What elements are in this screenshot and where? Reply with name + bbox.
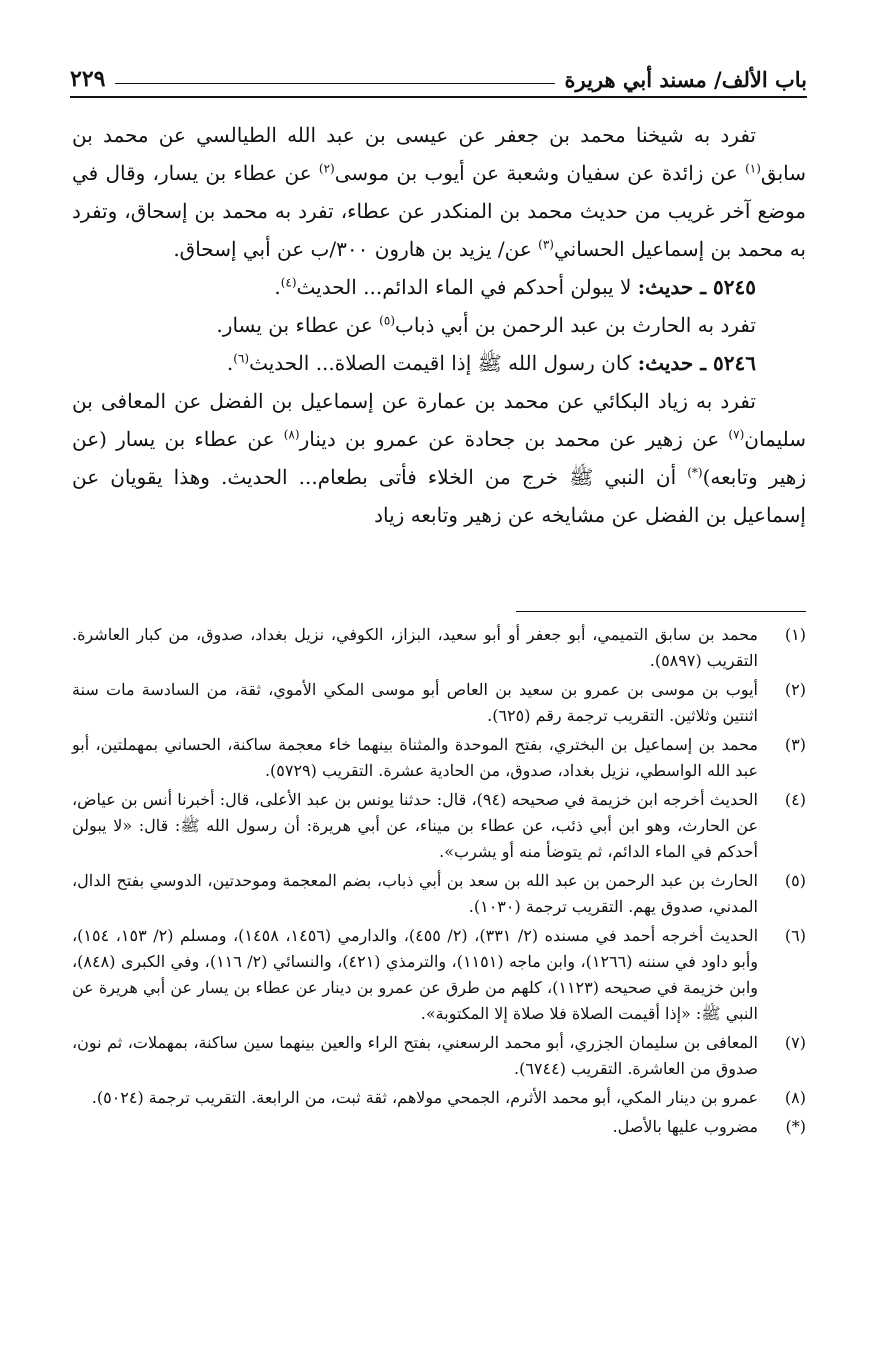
text-run: عن عطاء بن يسار.	[216, 313, 373, 337]
footnote-item	[72, 1030, 806, 1082]
footnote-separator	[516, 611, 806, 612]
header-rule	[115, 83, 554, 84]
page-number: ٢٢٩	[70, 66, 106, 92]
text-run: عن عطاء بن يسار، وقال في موضع آخر غريب من حديث محمد بن المنكدر عن عطاء، تفرد به محمد بن إسحاق، وتفرد به محمد بن إسماعيل الحساني	[72, 161, 806, 261]
footnote-number: (١)	[784, 625, 806, 644]
footnote-item	[72, 622, 806, 674]
paragraph-1	[72, 116, 806, 268]
footnote-text: الحارث بن عبد الرحمن بن عبد الله بن سعد بن أبي ذباب، بضم المعجمة وموحدتين، الدوسي بفتح الدال، المدني، صدوق يهم. التقريب ترجمة (١٠٣٠).	[72, 871, 758, 916]
footnote-item	[72, 1085, 806, 1111]
hadith-number: ٥٢٤٥ ـ حديث:	[637, 275, 756, 299]
footnote-item	[72, 732, 806, 784]
footnote-ref-7[interactable]: (٧)	[728, 427, 745, 442]
footnote-number: (٨)	[784, 1088, 806, 1107]
footnote-ref-1[interactable]: (١)	[745, 161, 761, 176]
hadith-5245: ٥٢٤٥ ـ حديث: لا يبولن أحدكم في الماء الدائم... الحديث$^{(٤)}$.	[274, 275, 756, 299]
text-run: تفرد به شيخنا محمد بن جعفر عن عيسى بن عبد الله الطيالسي عن محمد بن سابق	[72, 123, 807, 185]
footnote-text: أيوب بن موسى بن عمرو بن سعيد بن العاص أبو موسى المكي الأموي، ثقة، من السادسة مات سنة اثنتين وثلاثين. التقريب ترجمة رقم (٦٢٥).	[72, 680, 758, 725]
hadith-number: ٥٢٤٦ ـ حديث:	[637, 351, 756, 375]
footnote-number: (٣)	[784, 735, 806, 754]
footnote-text: الحديث أخرجه أحمد في مسنده (٢/ ٣٣١)، (٢/ ٤٥٥)، والدارمي (١٤٥٦، ١٤٥٨)، ومسلم (٢/ ١٥٣، ١٥٤)، وأبو داود في سننه (١٢٦٦)، وابن ماجه (١١٥١)، والترمذي (٤٢١)، والنسائي (٢/ ١١٦)، وفي الكبرى (٨٤٨)، وابن خزيمة في صحيحه (١١٢٣)، كلهم من طرق عن عمرو بن دينار عن عطاء بن يسار عن أبي هريرة عن النبي ﷺ: «إذا أقيمت الصلاة فلا صلاة إلا المكتوبة».	[72, 926, 759, 1023]
text-run: أن النبي ﷺ خرج من الخلاء فأتى بطعام... الحديث. وهذا يقويان عن إسماعيل بن الفضل عن مشايخه عن زهير وتابعه زياد	[72, 465, 806, 527]
text-run: عن عطاء بن يسار (عن زهير وتابعه)	[72, 427, 806, 489]
footnote-item	[72, 677, 806, 729]
footnote-ref-4[interactable]: (٤)	[280, 275, 297, 290]
footnote-number: (*)	[785, 1117, 806, 1136]
footnote-text: محمد بن إسماعيل بن البختري، بفتح الموحدة والمثناة بينهما خاء معجمة ساكنة، الحساني بمهملتين، أبو عبد الله الواسطي، نزيل بغداد، صدوق، من الحادية عشرة. التقريب (٥٧٢٩).	[72, 735, 758, 780]
text-run: تفرد به زياد البكائي عن محمد بن عمارة عن إسماعيل بن الفضل عن المعافى بن سليمان	[72, 389, 807, 451]
footnote-item	[72, 1114, 806, 1140]
hadith-5246: ٥٢٤٦ ـ حديث: كان رسول الله ﷺ إذا اقيمت الصلاة... الحديث$^{(٦)}$.	[226, 351, 756, 375]
footnote-item	[72, 787, 806, 865]
footnote-number: (٦)	[784, 926, 806, 945]
footnote-text: الحديث أخرجه ابن خزيمة في صحيحه (٩٤)، قال: حدثنا يونس بن عبد الأعلى، قال: أخبرنا أنس بن عياض، عن الحارث، وهو ابن أبي ذئب، عن عطاء بن ميناء، عن أبي هريرة: أن رسول الله ﷺ: قال: «لا يبولن أحدكم في الماء الدائم، ثم يتوضأ منه أو يشرب».	[72, 790, 759, 861]
hadith-text: كان رسول الله ﷺ إذا اقيمت الصلاة... الحديث	[249, 351, 632, 375]
paragraph-2	[72, 306, 806, 344]
text-run: عن زهير عن محمد بن جحادة عن عمرو بن دينار	[299, 427, 720, 451]
footnote-number: (٢)	[784, 680, 806, 699]
footnote-ref-3[interactable]: (٣)	[538, 237, 554, 252]
footnote-ref-star[interactable]: (*)	[687, 465, 703, 480]
footnote-text: محمد بن سابق التميمي، أبو جعفر أو أبو سعيد، البزاز، الكوفي، نزيل بغداد، صدوق، من كبار العاشرة. التقريب (٥٨٩٧).	[72, 625, 758, 670]
footnote-number: (٤)	[784, 790, 806, 809]
footnote-item	[72, 868, 806, 920]
hadith-text: لا يبولن أحدكم في الماء الدائم... الحديث	[296, 275, 632, 299]
text-run: عن زائدة عن سفيان وشعبة عن أيوب بن موسى	[334, 161, 738, 185]
footnote-ref-5[interactable]: (٥)	[379, 313, 395, 328]
chapter-title: باب الألف/ مسند أبي هريرة	[564, 67, 807, 92]
footnote-ref-6[interactable]: (٦)	[233, 351, 250, 366]
footnote-text: مضروب عليها بالأصل.	[612, 1117, 758, 1136]
running-header	[70, 50, 807, 98]
footnote-item	[72, 923, 806, 1027]
footnote-number: (٥)	[784, 871, 806, 890]
text-run: تفرد به الحارث بن عبد الرحمن بن أبي ذباب	[395, 313, 756, 337]
footnotes	[72, 622, 806, 1143]
footnote-text: عمرو بن دينار المكي، أبو محمد الأثرم، الجمحي مولاهم، ثقة ثبت، من الرابعة. التقريب ترجمة (٥٠٢٤).	[91, 1088, 758, 1107]
text-run: عن/ يزيد بن هارون ٣٠٠/ب عن أبي إسحاق.	[173, 237, 532, 261]
paragraph-3	[72, 382, 806, 534]
main-text	[72, 116, 806, 534]
footnote-number: (٧)	[784, 1033, 806, 1052]
footnote-ref-8[interactable]: (٨)	[283, 427, 300, 442]
footnote-ref-2[interactable]: (٢)	[318, 161, 335, 176]
footnote-text: المعافى بن سليمان الجزري، أبو محمد الرسعني، بفتح الراء والعين بينهما سين ساكنة، بمهملات، ثم نون، صدوق من العاشرة. التقريب (٦٧٤٤).	[72, 1033, 758, 1078]
